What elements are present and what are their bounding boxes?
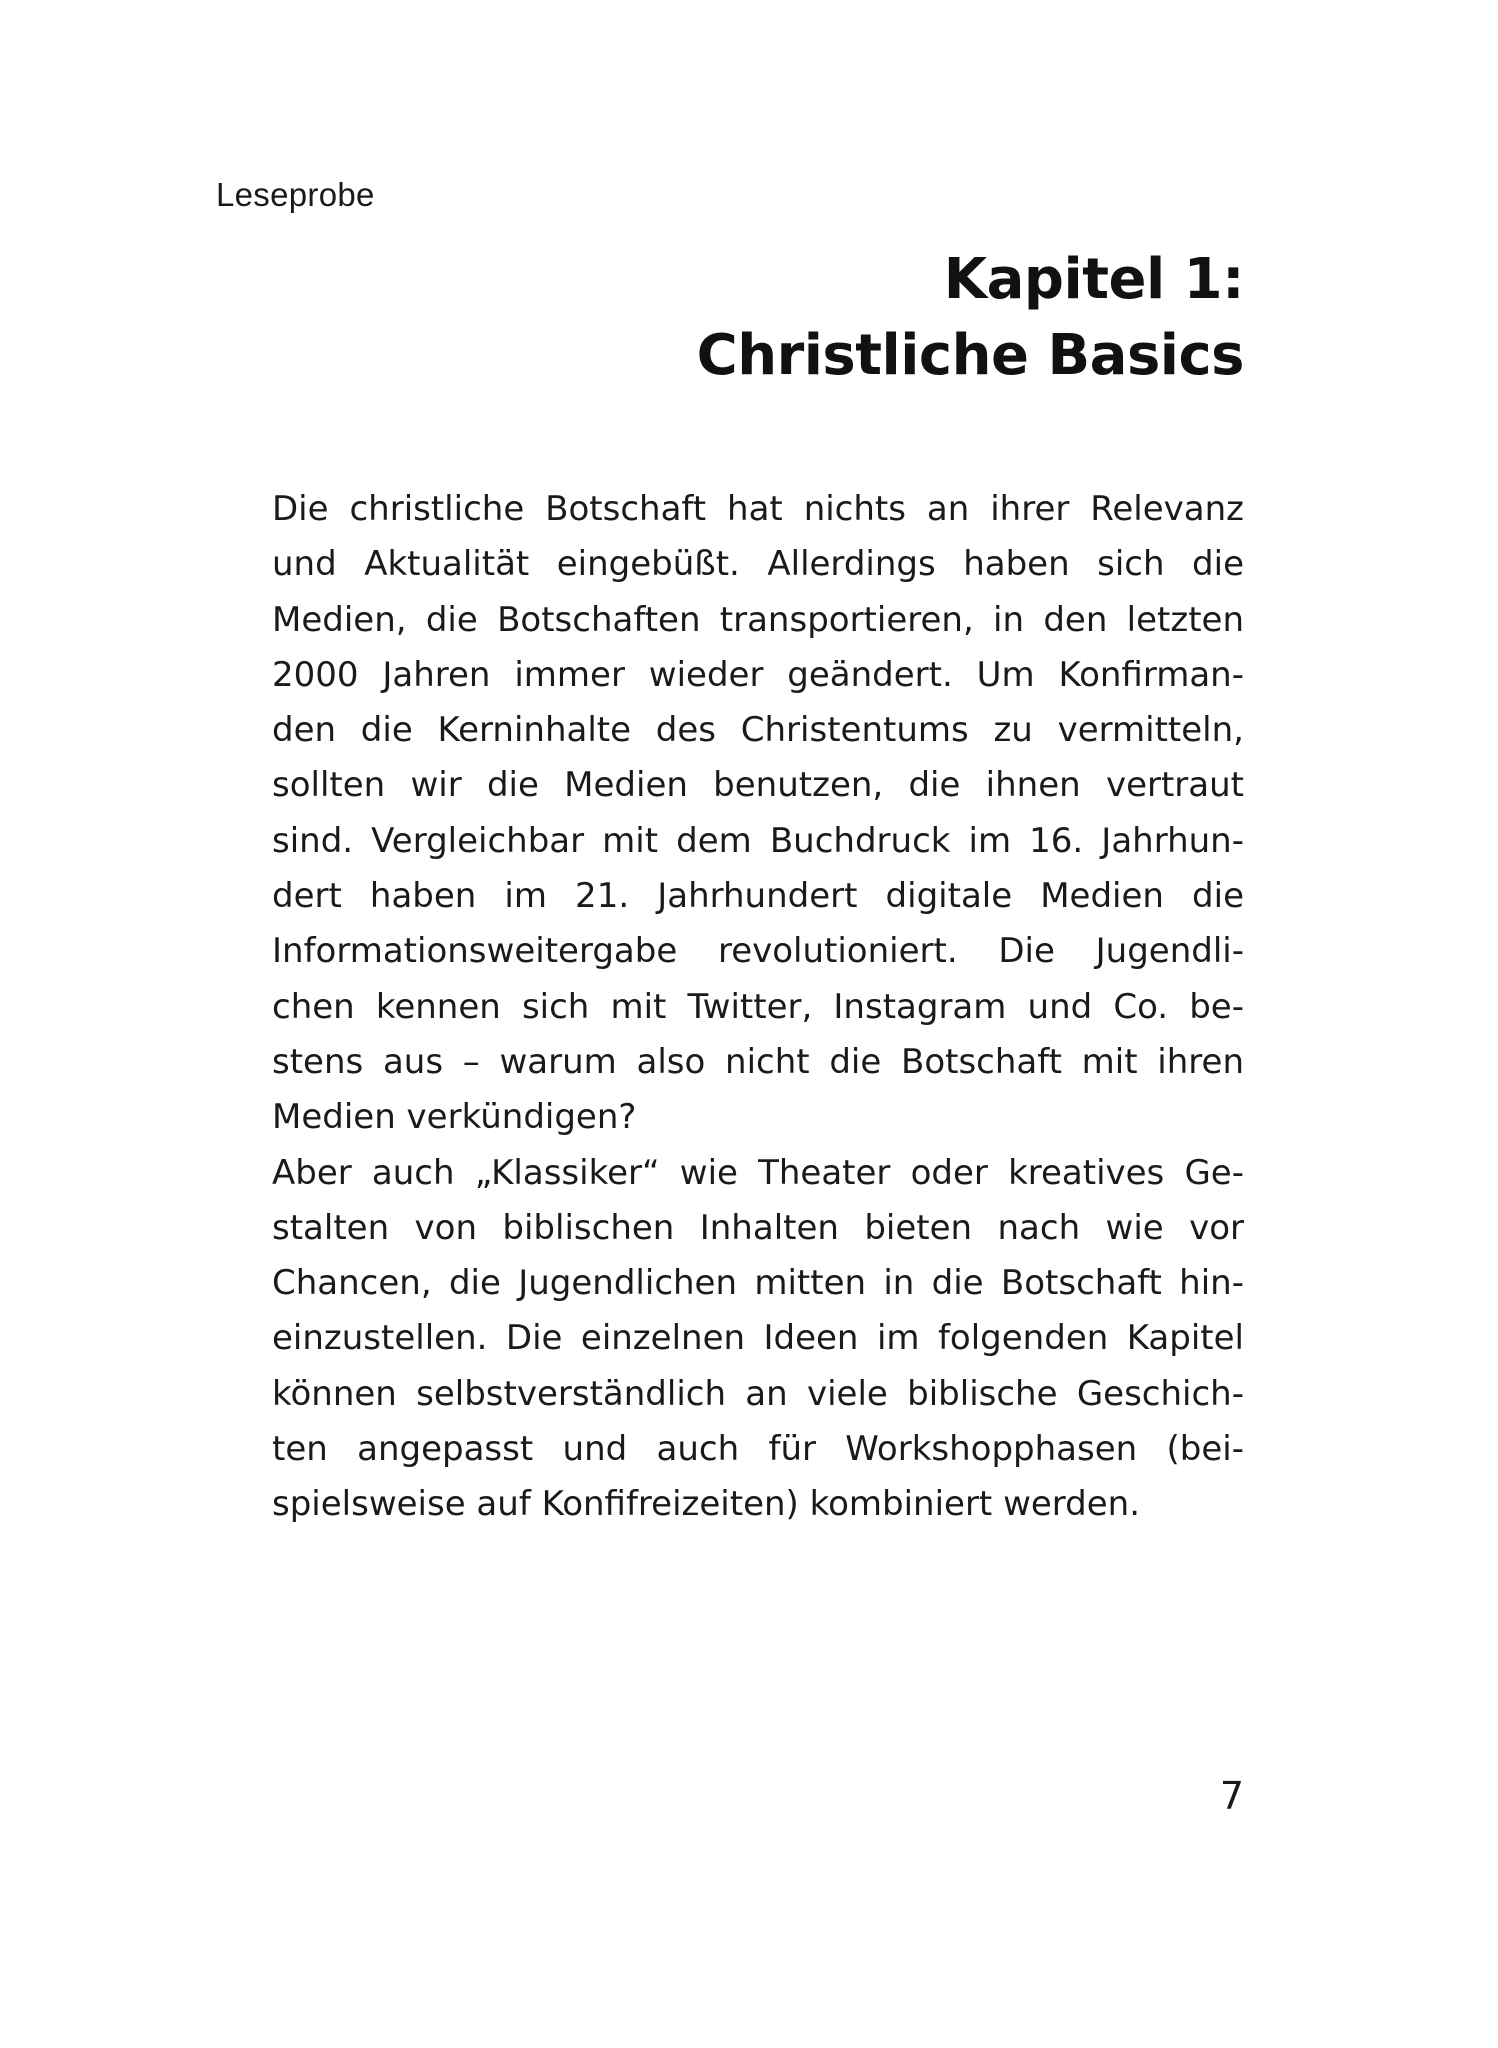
body-line: spielsweise auf Konfifreizeiten) kombiniert werden. xyxy=(272,1484,1141,1525)
body-line: dert haben im 21. Jahrhundert digitale Medien die xyxy=(272,876,1244,917)
body-line: einzustellen. Die einzelnen Ideen im folgenden Kapitel xyxy=(272,1318,1244,1359)
body-line: sind. Vergleichbar mit dem Buchdruck im 16. Jahrhun- xyxy=(272,820,1244,861)
chapter-title-line-2: Christliche Basics xyxy=(696,323,1244,388)
body-line: können selbstverständlich an viele biblische Geschich- xyxy=(272,1373,1244,1414)
body-line: chen kennen sich mit Twitter, Instagram und Co. be- xyxy=(272,986,1244,1027)
body-line: ten angepasst und auch für Workshopphasen (bei- xyxy=(272,1429,1244,1470)
body-line: den die Kerninhalte des Christentums zu vermitteln, xyxy=(272,710,1244,751)
body-line: sollten wir die Medien benutzen, die ihnen vertraut xyxy=(272,765,1244,806)
chapter-title xyxy=(697,242,1244,394)
running-head: Leseprobe xyxy=(216,176,375,213)
body-text xyxy=(272,482,1244,1533)
body-line: Medien, die Botschaften transportieren, in den letzten xyxy=(272,599,1244,640)
page-number: 7 xyxy=(1219,1774,1244,1818)
body-line: stalten von biblischen Inhalten bieten nach wie vor xyxy=(272,1207,1244,1248)
body-line: stens aus – warum also nicht die Botschaft mit ihren xyxy=(272,1041,1244,1082)
body-line: Die christliche Botschaft hat nichts an ihrer Relevanz xyxy=(272,489,1244,529)
body-line: Informationsweitergabe revolutioniert. Die Jugendli- xyxy=(272,931,1244,972)
body-line: Chancen, die Jugendlichen mitten in die Botschaft hin- xyxy=(272,1263,1244,1304)
body-line: 2000 Jahren immer wieder geändert. Um Konfirman- xyxy=(272,654,1244,695)
chapter-title-line-1: Kapitel 1: xyxy=(943,247,1244,312)
body-line: und Aktualität eingebüßt. Allerdings haben sich die xyxy=(272,544,1244,585)
body-line: Medien verkündigen? xyxy=(272,1097,637,1138)
body-line: Aber auch „Klassiker“ wie Theater oder kreatives Ge- xyxy=(272,1152,1244,1193)
